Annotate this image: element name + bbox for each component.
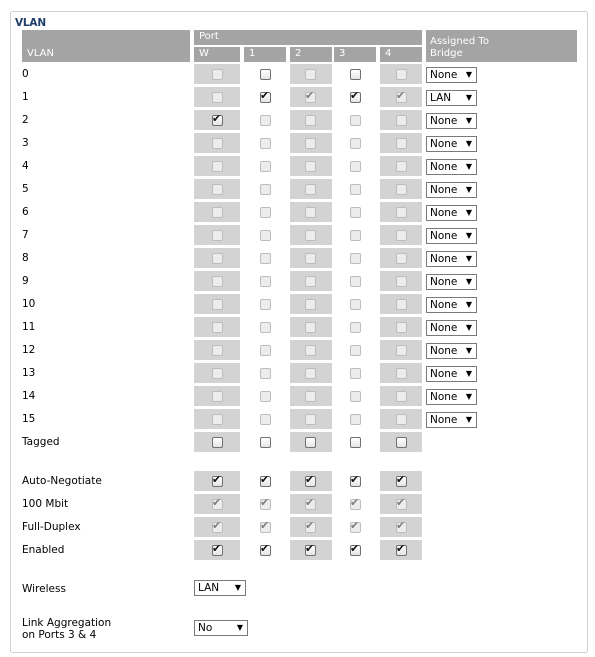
chevron-down-icon: ▼ bbox=[465, 415, 472, 424]
vlan-9-bridge-select[interactable] bbox=[426, 274, 477, 290]
chevron-down-icon: ▼ bbox=[465, 369, 472, 378]
port-w-checkbox bbox=[212, 414, 223, 425]
vlan-7-bridge-select-value: None bbox=[430, 230, 458, 242]
port-setting-full-duplex-label: Full-Duplex bbox=[22, 521, 81, 533]
chevron-down-icon: ▼ bbox=[234, 583, 241, 592]
link-aggregation-select-value: No bbox=[198, 622, 213, 634]
vlan-row-9-label: 9 bbox=[22, 275, 29, 287]
checkmark-icon: ✔ bbox=[350, 542, 360, 555]
vlan-12-bridge-select-value: None bbox=[430, 345, 458, 357]
port-1-checkbox[interactable] bbox=[260, 89, 271, 103]
port-w-checkbox[interactable] bbox=[212, 112, 223, 126]
port-4-checkbox bbox=[396, 253, 407, 264]
port-3-checkbox bbox=[350, 207, 361, 218]
port-w-checkbox bbox=[212, 345, 223, 356]
port-2-checkbox bbox=[305, 391, 316, 402]
checkmark-icon: ✔ bbox=[260, 473, 270, 486]
port-header-3 bbox=[334, 47, 376, 62]
port-3-checkbox bbox=[350, 322, 361, 333]
port-2-checkbox bbox=[305, 276, 316, 287]
checkmark-icon: ✔ bbox=[305, 542, 315, 555]
port-w-checkbox bbox=[212, 138, 223, 149]
port-4-checkbox bbox=[396, 89, 407, 103]
section-title: VLAN bbox=[14, 17, 54, 29]
vlan-10-bridge-select-value: None bbox=[430, 299, 458, 311]
port-header-4 bbox=[380, 47, 422, 62]
port-w-checkbox bbox=[212, 368, 223, 379]
port-2-checkbox bbox=[305, 322, 316, 333]
port-4-checkbox bbox=[396, 496, 407, 510]
port-w-checkbox bbox=[212, 391, 223, 402]
checkmark-icon: ✔ bbox=[396, 89, 406, 102]
vlan-9-bridge-select-value: None bbox=[430, 276, 458, 288]
checkmark-icon: ✔ bbox=[396, 473, 406, 486]
vlan-11-bridge-select[interactable] bbox=[426, 320, 477, 336]
port-4-checkbox bbox=[396, 322, 407, 333]
vlan-row-3-label: 3 bbox=[22, 137, 29, 149]
port-w-checkbox bbox=[212, 207, 223, 218]
port-4-checkbox bbox=[396, 391, 407, 402]
port-w-checkbox bbox=[212, 161, 223, 172]
port-4-checkbox bbox=[396, 230, 407, 241]
port-header-label: 3 bbox=[339, 48, 346, 59]
port-w-checkbox bbox=[212, 299, 223, 310]
port-2-checkbox bbox=[305, 414, 316, 425]
vlan-row-15-label: 15 bbox=[22, 413, 36, 425]
vlan-column-label: VLAN bbox=[27, 48, 54, 59]
chevron-down-icon: ▼ bbox=[465, 392, 472, 401]
chevron-down-icon: ▼ bbox=[236, 623, 243, 632]
port-3-checkbox[interactable] bbox=[350, 473, 361, 487]
bridge-column-label-2: Bridge bbox=[430, 48, 463, 59]
port-w-checkbox bbox=[212, 69, 223, 80]
port-3-checkbox[interactable] bbox=[350, 437, 361, 448]
checkmark-icon: ✔ bbox=[305, 89, 315, 102]
vlan-row-7-label: 7 bbox=[22, 229, 29, 241]
port-1-checkbox bbox=[260, 322, 271, 333]
port-2-checkbox bbox=[305, 345, 316, 356]
port-1-checkbox bbox=[260, 161, 271, 172]
port-header-label: W bbox=[199, 48, 209, 59]
checkmark-icon: ✔ bbox=[396, 496, 406, 509]
port-2-checkbox bbox=[305, 207, 316, 218]
vlan-1-bridge-select-value: LAN bbox=[430, 92, 452, 104]
port-2-checkbox bbox=[305, 69, 316, 80]
vlan-0-bridge-select[interactable] bbox=[426, 67, 477, 83]
port-4-checkbox bbox=[396, 161, 407, 172]
port-header-label: 1 bbox=[249, 48, 256, 59]
port-2-checkbox bbox=[305, 519, 316, 533]
wireless-select[interactable] bbox=[194, 580, 246, 596]
port-1-checkbox bbox=[260, 519, 271, 533]
port-1-checkbox bbox=[260, 253, 271, 264]
link-aggregation-sublabel: on Ports 3 & 4 bbox=[22, 629, 97, 641]
port-2-checkbox[interactable] bbox=[305, 542, 316, 556]
vlan-14-bridge-select-value: None bbox=[430, 391, 458, 403]
port-2-checkbox bbox=[305, 115, 316, 126]
port-1-checkbox bbox=[260, 496, 271, 510]
vlan-row-4-label: 4 bbox=[22, 160, 29, 172]
checkmark-icon: ✔ bbox=[260, 519, 270, 532]
port-4-checkbox bbox=[396, 115, 407, 126]
vlan-0-bridge-select-value: None bbox=[430, 69, 458, 81]
vlan-11-bridge-select-value: None bbox=[430, 322, 458, 334]
vlan-column-header bbox=[22, 30, 190, 62]
port-3-checkbox bbox=[350, 230, 361, 241]
chevron-down-icon: ▼ bbox=[465, 231, 472, 240]
checkmark-icon: ✔ bbox=[260, 89, 270, 102]
port-1-checkbox bbox=[260, 115, 271, 126]
port-header-w bbox=[194, 47, 240, 62]
port-1-checkbox bbox=[260, 138, 271, 149]
port-w-checkbox bbox=[212, 519, 223, 533]
port-3-checkbox bbox=[350, 276, 361, 287]
port-setting-enabled-label: Enabled bbox=[22, 544, 65, 556]
port-2-checkbox bbox=[305, 230, 316, 241]
vlan-8-bridge-select-value: None bbox=[430, 253, 458, 265]
vlan-4-bridge-select[interactable] bbox=[426, 159, 477, 175]
port-header-1 bbox=[244, 47, 286, 62]
port-1-checkbox bbox=[260, 276, 271, 287]
checkmark-icon: ✔ bbox=[350, 89, 360, 102]
port-w-checkbox bbox=[212, 92, 223, 103]
port-w-checkbox bbox=[212, 276, 223, 287]
port-3-checkbox bbox=[350, 253, 361, 264]
port-3-checkbox bbox=[350, 391, 361, 402]
port-3-checkbox bbox=[350, 368, 361, 379]
port-header-label: 2 bbox=[295, 48, 302, 59]
vlan-6-bridge-select-value: None bbox=[430, 207, 458, 219]
port-setting-100-mbit-label: 100 Mbit bbox=[22, 498, 69, 510]
vlan-row-13-label: 13 bbox=[22, 367, 36, 379]
chevron-down-icon: ▼ bbox=[465, 185, 472, 194]
chevron-down-icon: ▼ bbox=[465, 139, 472, 148]
link-aggregation-select[interactable] bbox=[194, 620, 248, 636]
checkmark-icon: ✔ bbox=[212, 112, 222, 125]
port-4-checkbox[interactable] bbox=[396, 437, 407, 448]
vlan-8-bridge-select[interactable] bbox=[426, 251, 477, 267]
vlan-4-bridge-select-value: None bbox=[430, 161, 458, 173]
port-w-checkbox bbox=[212, 496, 223, 510]
port-header-label: 4 bbox=[385, 48, 392, 59]
vlan-row-8-label: 8 bbox=[22, 252, 29, 264]
wireless-label: Wireless bbox=[22, 583, 66, 595]
port-header-2 bbox=[290, 47, 332, 62]
chevron-down-icon: ▼ bbox=[465, 323, 472, 332]
port-1-checkbox bbox=[260, 368, 271, 379]
port-3-checkbox bbox=[350, 414, 361, 425]
port-w-checkbox bbox=[212, 184, 223, 195]
port-1-checkbox bbox=[260, 184, 271, 195]
port-2-checkbox[interactable] bbox=[305, 473, 316, 487]
port-2-checkbox bbox=[305, 184, 316, 195]
port-1-checkbox bbox=[260, 414, 271, 425]
checkmark-icon: ✔ bbox=[212, 496, 222, 509]
port-1-checkbox bbox=[260, 299, 271, 310]
port-4-checkbox[interactable] bbox=[396, 473, 407, 487]
port-1-checkbox[interactable] bbox=[260, 437, 271, 448]
port-setting-auto-negotiate-label: Auto-Negotiate bbox=[22, 475, 102, 487]
checkmark-icon: ✔ bbox=[260, 542, 270, 555]
port-4-checkbox bbox=[396, 299, 407, 310]
vlan-3-bridge-select[interactable] bbox=[426, 136, 477, 152]
bridge-column-header bbox=[426, 30, 577, 62]
port-3-checkbox bbox=[350, 115, 361, 126]
port-group-header bbox=[194, 30, 422, 45]
checkmark-icon: ✔ bbox=[305, 473, 315, 486]
chevron-down-icon: ▼ bbox=[465, 208, 472, 217]
port-3-checkbox bbox=[350, 519, 361, 533]
port-4-checkbox bbox=[396, 414, 407, 425]
port-1-checkbox bbox=[260, 230, 271, 241]
port-4-checkbox bbox=[396, 345, 407, 356]
port-4-checkbox bbox=[396, 207, 407, 218]
chevron-down-icon: ▼ bbox=[465, 93, 472, 102]
wireless-select-value: LAN bbox=[198, 582, 220, 594]
checkmark-icon: ✔ bbox=[350, 496, 360, 509]
port-1-checkbox bbox=[260, 207, 271, 218]
port-3-checkbox bbox=[350, 345, 361, 356]
port-4-checkbox bbox=[396, 184, 407, 195]
vlan-7-bridge-select[interactable] bbox=[426, 228, 477, 244]
port-4-checkbox bbox=[396, 368, 407, 379]
checkmark-icon: ✔ bbox=[305, 519, 315, 532]
chevron-down-icon: ▼ bbox=[465, 346, 472, 355]
vlan-10-bridge-select[interactable] bbox=[426, 297, 477, 313]
vlan-13-bridge-select-value: None bbox=[430, 368, 458, 380]
tagged-row-label: Tagged bbox=[22, 436, 60, 448]
checkmark-icon: ✔ bbox=[212, 473, 222, 486]
port-1-checkbox[interactable] bbox=[260, 542, 271, 556]
port-3-checkbox[interactable] bbox=[350, 69, 361, 80]
vlan-2-bridge-select-value: None bbox=[430, 115, 458, 127]
vlan-row-11-label: 11 bbox=[22, 321, 36, 333]
vlan-row-1-label: 1 bbox=[22, 91, 29, 103]
vlan-13-bridge-select[interactable] bbox=[426, 366, 477, 382]
vlan-2-bridge-select[interactable] bbox=[426, 113, 477, 129]
checkmark-icon: ✔ bbox=[260, 496, 270, 509]
checkmark-icon: ✔ bbox=[396, 519, 406, 532]
vlan-1-bridge-select[interactable] bbox=[426, 90, 477, 106]
port-2-checkbox bbox=[305, 161, 316, 172]
chevron-down-icon: ▼ bbox=[465, 300, 472, 309]
port-4-checkbox[interactable] bbox=[396, 542, 407, 556]
port-2-checkbox[interactable] bbox=[305, 437, 316, 448]
port-2-checkbox bbox=[305, 368, 316, 379]
port-w-checkbox bbox=[212, 230, 223, 241]
vlan-3-bridge-select-value: None bbox=[430, 138, 458, 150]
port-4-checkbox bbox=[396, 69, 407, 80]
vlan-row-12-label: 12 bbox=[22, 344, 36, 356]
port-w-checkbox[interactable] bbox=[212, 437, 223, 448]
port-4-checkbox bbox=[396, 138, 407, 149]
port-3-checkbox bbox=[350, 138, 361, 149]
port-3-checkbox[interactable] bbox=[350, 89, 361, 103]
vlan-15-bridge-select-value: None bbox=[430, 414, 458, 426]
checkmark-icon: ✔ bbox=[212, 519, 222, 532]
vlan-row-5-label: 5 bbox=[22, 183, 29, 195]
checkmark-icon: ✔ bbox=[212, 542, 222, 555]
port-3-checkbox bbox=[350, 184, 361, 195]
checkmark-icon: ✔ bbox=[350, 473, 360, 486]
vlan-row-0-label: 0 bbox=[22, 68, 29, 80]
checkmark-icon: ✔ bbox=[305, 496, 315, 509]
port-w-checkbox[interactable] bbox=[212, 542, 223, 556]
vlan-14-bridge-select[interactable] bbox=[426, 389, 477, 405]
chevron-down-icon: ▼ bbox=[465, 116, 472, 125]
port-4-checkbox bbox=[396, 519, 407, 533]
port-1-checkbox[interactable] bbox=[260, 69, 271, 80]
port-w-checkbox bbox=[212, 322, 223, 333]
port-3-checkbox bbox=[350, 161, 361, 172]
vlan-15-bridge-select[interactable] bbox=[426, 412, 477, 428]
port-2-checkbox bbox=[305, 253, 316, 264]
vlan-row-6-label: 6 bbox=[22, 206, 29, 218]
port-group-label: Port bbox=[199, 31, 219, 42]
port-2-checkbox bbox=[305, 496, 316, 510]
port-1-checkbox bbox=[260, 391, 271, 402]
chevron-down-icon: ▼ bbox=[465, 162, 472, 171]
bridge-column-label-1: Assigned To bbox=[430, 36, 489, 47]
port-3-checkbox bbox=[350, 496, 361, 510]
vlan-row-2-label: 2 bbox=[22, 114, 29, 126]
port-w-checkbox[interactable] bbox=[212, 473, 223, 487]
chevron-down-icon: ▼ bbox=[465, 70, 472, 79]
port-1-checkbox[interactable] bbox=[260, 473, 271, 487]
chevron-down-icon: ▼ bbox=[465, 277, 472, 286]
port-3-checkbox[interactable] bbox=[350, 542, 361, 556]
link-aggregation-label: Link Aggregation bbox=[22, 617, 112, 629]
port-3-checkbox bbox=[350, 299, 361, 310]
port-w-checkbox bbox=[212, 253, 223, 264]
checkmark-icon: ✔ bbox=[396, 542, 406, 555]
chevron-down-icon: ▼ bbox=[465, 254, 472, 263]
vlan-5-bridge-select-value: None bbox=[430, 184, 458, 196]
vlan-6-bridge-select[interactable] bbox=[426, 205, 477, 221]
vlan-row-14-label: 14 bbox=[22, 390, 36, 402]
port-2-checkbox bbox=[305, 299, 316, 310]
port-4-checkbox bbox=[396, 276, 407, 287]
vlan-12-bridge-select[interactable] bbox=[426, 343, 477, 359]
port-2-checkbox bbox=[305, 138, 316, 149]
vlan-5-bridge-select[interactable] bbox=[426, 182, 477, 198]
checkmark-icon: ✔ bbox=[350, 519, 360, 532]
port-2-checkbox bbox=[305, 89, 316, 103]
vlan-row-10-label: 10 bbox=[22, 298, 36, 310]
port-1-checkbox bbox=[260, 345, 271, 356]
